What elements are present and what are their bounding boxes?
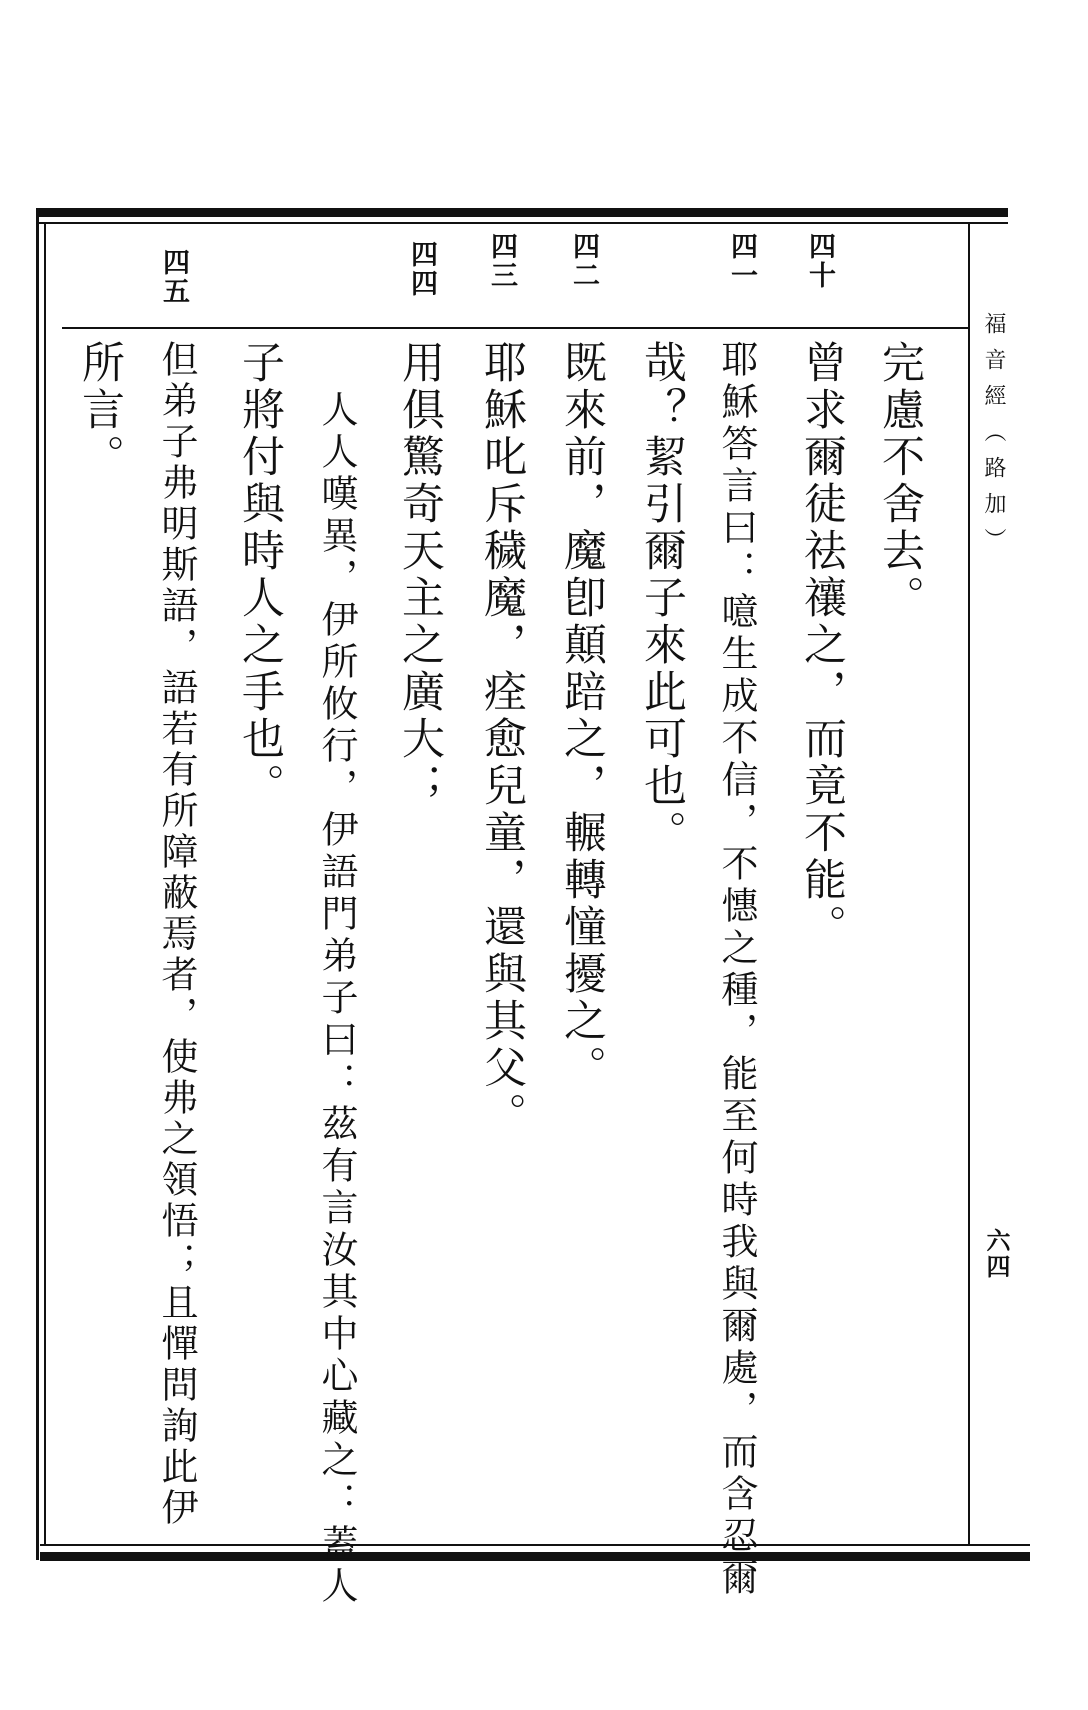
verse-number-40: 四十 <box>804 232 835 290</box>
running-title: 福音經（路加） <box>981 312 1006 564</box>
bottom-border-thin <box>40 1544 1030 1546</box>
left-border-outer <box>36 208 39 1560</box>
verse-number-42: 四二 <box>568 232 599 290</box>
bottom-border-thick <box>40 1552 1030 1561</box>
top-border-thick <box>36 208 1008 217</box>
text-column-7: 用俱驚奇天主之廣大； <box>395 340 445 810</box>
verse-number-43: 四三 <box>486 232 517 290</box>
text-column-1: 完慮不舍去。 <box>875 340 925 622</box>
right-border <box>968 222 970 1546</box>
text-column-10: 但弟子弗明斯語，語若有所障蔽焉者，使弗之領悟；且憚問詢此伊 <box>155 340 198 1529</box>
text-column-9: 子將付與時人之手也。 <box>235 340 285 810</box>
text-column-3: 耶穌答言曰：噫生成不信，不憓之種，能至何時我與爾處，而含忍爾 <box>715 340 758 1600</box>
text-column-11: 所言。 <box>75 340 125 481</box>
text-column-8: 人人嘆異，伊所攸行，伊語門弟子曰：茲有言汝其中心藏之：蓋人 <box>315 390 358 1608</box>
left-border-inner <box>44 222 46 1546</box>
text-column-6: 耶穌叱斥穢魔，痊愈兒童，還與其父。 <box>477 340 527 1139</box>
text-column-5: 既來前，魔卽顛踣之，輾轉憧擾之。 <box>557 340 607 1092</box>
page-number: 六四 <box>982 1228 1011 1280</box>
verse-number-divider <box>62 327 968 329</box>
text-column-4: 哉？絜引爾子來此可也。 <box>637 340 687 857</box>
verse-number-44: 四四 <box>406 240 437 298</box>
verse-number-41: 四一 <box>726 232 757 290</box>
verse-number-45: 四五 <box>158 248 189 306</box>
top-border-thin <box>36 222 1008 224</box>
text-column-2: 曾求爾徒祛禳之，而竟不能。 <box>797 340 847 951</box>
